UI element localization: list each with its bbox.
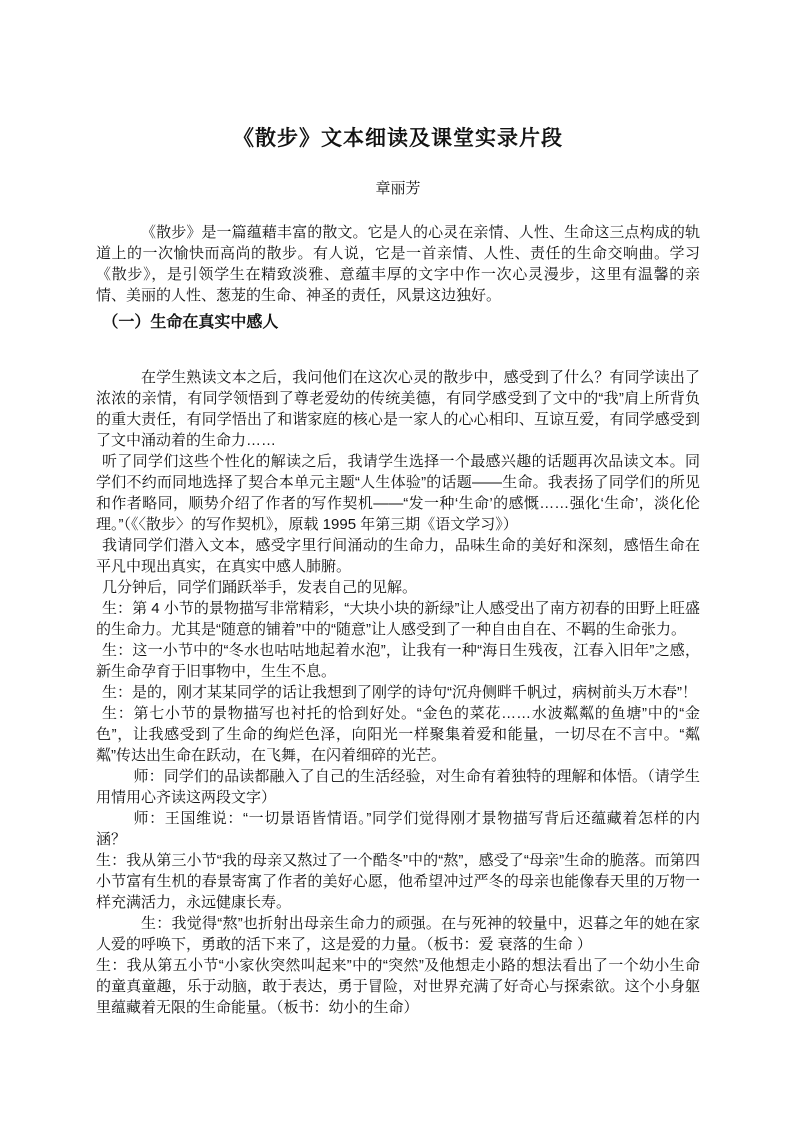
section-heading: （一）生命在真实中感人 <box>102 314 279 331</box>
paragraph: 师：王国维说：“一切景语皆情语。”同学们觉得刚才景物描写背后还蕴藏着怎样的内涵？ <box>96 810 700 848</box>
paragraph: 师：同学们的品读都融入了自己的生活经验，对生命有着独特的理解和体悟。（请学生用情用心齐读这两段文字） <box>96 768 700 806</box>
intro-paragraph: 《散步》是一篇蕴藉丰富的散文。它是人的心灵在亲情、人性、生命这三点构成的轨道上的一次愉快而高尚的散步。有人说，它是一首亲情、人性、责任的生命交响曲。学习《散步》，是引领学生在精致淡雅、意蕴丰厚的文字中作一次心灵漫步，这里有温馨的亲情、美丽的人性、葱茏的生命、神圣的责任，风景这边独好。 <box>96 224 700 304</box>
paragraph: 生：第 4 小节的景物描写非常精彩，“大块小块的新绿”让人感受出了南方初春的田野上旺盛的生命力。尤其是“随意的铺着”中的“随意”让人感受到了一种自由自在、不羁的生命张力。 <box>96 600 700 638</box>
paragraph: 生：这一小节中的“冬水也咕咕地起着水泡”，让我有一种“海日生残夜，江春入旧年”之感，新生命孕育于旧事物中，生生不息。 <box>96 642 700 680</box>
paragraph: 生：我觉得“熬”也折射出母亲生命力的顽强。在与死神的较量中，迟暮之年的她在家人爱的呼唤下，勇敢的活下来了，这是爱的力量。（板书：爱 衰落的生命 ） <box>96 915 700 953</box>
paragraph: 听了同学们这些个性化的解读之后，我请学生选择一个最感兴趣的话题再次品读文本。同学们不约而同地选择了契合本单元主题“人生体验”的话题——生命。我表扬了同学们的所见和作者略同，顺势介绍了作者的写作契机——“发一种‘生命’的感慨……强化‘生命’，淡化伦理。”（《〈散步〉的写作契机》，原载 1995 年第三期《语文学习》） <box>96 453 700 533</box>
paragraph: 我请同学们潜入文本，感受字里行间涌动的生命力，品味生命的美好和深刻，感悟生命在平凡中现出真实，在真实中感人肺腑。 <box>96 537 700 575</box>
document-title: 《散步》文本细读及课堂实录片段 <box>233 127 563 150</box>
paragraph: 生：是的，刚才某某同学的话让我想到了刚学的诗句“沉舟侧畔千帆过，病树前头万木春”！ <box>102 684 697 701</box>
document-body <box>96 367 700 1018</box>
paragraph: 在学生熟读文本之后，我问他们在这次心灵的散步中，感受到了什么？有同学读出了浓浓的亲情，有同学领悟到了尊老爱幼的传统美德，有同学感受到了文中的“我”肩上所背负的重大责任，有同学悟出了和谐家庭的核心是一家人的心心相印、互谅互爱，有同学感受到了文中涌动着的生命力…… <box>96 369 700 449</box>
paragraph: 生：我从第三小节“我的母亲又熬过了一个酷冬”中的“熬”，感受了“母亲”生命的脆落。而第四小节富有生机的春景寄寓了作者的美好心愿，他希望冲过严冬的母亲也能像春天里的万物一样充满活力，永远健康长寿。 <box>96 852 700 911</box>
paragraph: 几分钟后，同学们踊跃举手，发表自己的见解。 <box>102 579 418 596</box>
paragraph: 生：第七小节的景物描写也衬托的恰到好处。“金色的菜花……水波粼粼的鱼塘”中的“金色”，让我感受到了生命的绚烂色泽，向阳光一样聚集着爱和能量，一切尽在不言中。“粼粼”传达出生命在跃动，在飞舞，在闪着细碎的光芒。 <box>96 705 700 764</box>
author-name: 章丽芳 <box>375 180 421 197</box>
paragraph: 生：我从第五小节“小家伙突然叫起来”中的“突然”及他想走小路的想法看出了一个幼小生命的童真童趣，乐于动脑，敢于表达，勇于冒险，对世界充满了好奇心与探索欲。这个小身躯里蕴藏着无限的生命能量。（板书：幼小的生命） <box>96 957 700 1016</box>
